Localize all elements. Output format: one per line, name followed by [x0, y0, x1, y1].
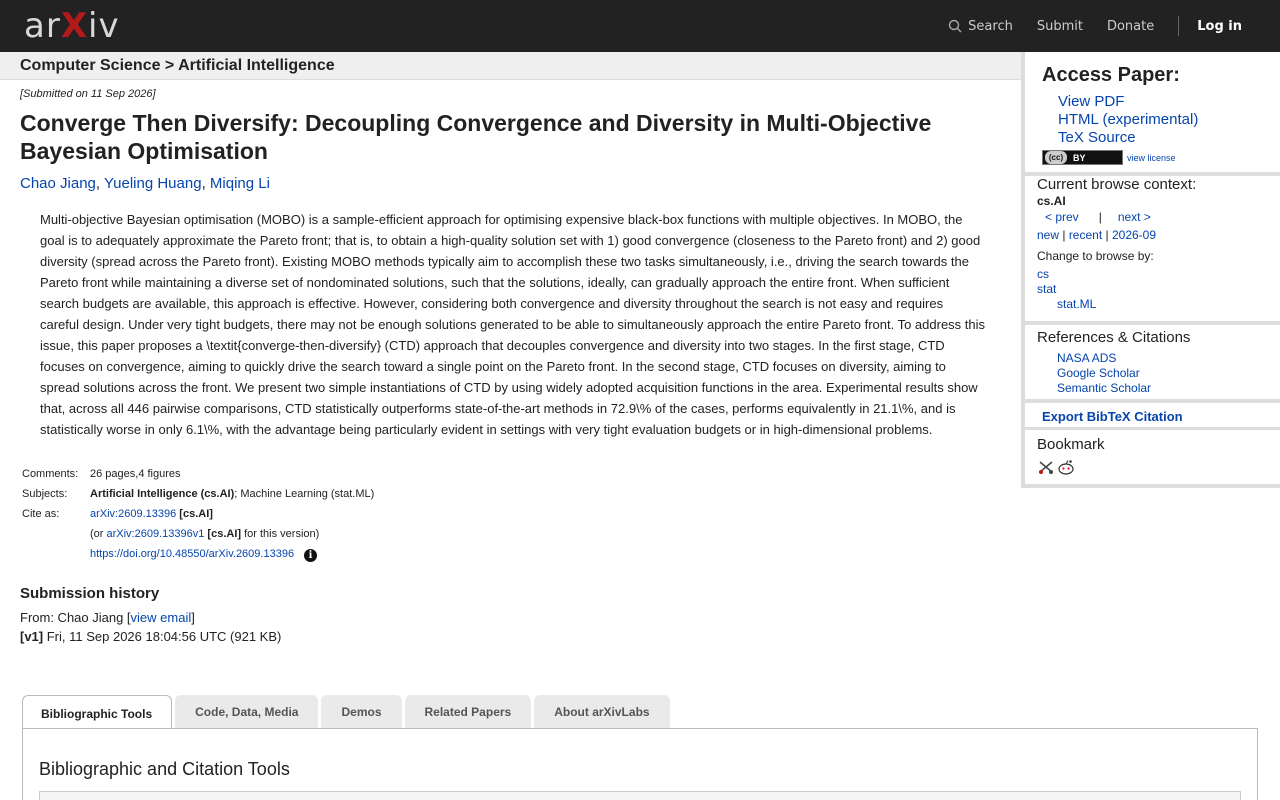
tab-panel [22, 728, 1258, 800]
semantic-scholar-link[interactable]: Semantic Scholar [1057, 381, 1152, 395]
browse-cs-link[interactable]: cs [1037, 267, 1049, 281]
tab-bibliographic-tools[interactable]: Bibliographic Tools [22, 695, 172, 729]
top-header [0, 0, 1280, 52]
view-license-link[interactable]: view license [1127, 153, 1176, 163]
change-browse-label: Change to browse by: [1037, 249, 1154, 263]
html-link[interactable]: HTML (experimental) [1058, 111, 1199, 128]
submit-link[interactable]: Submit [1036, 18, 1083, 34]
author-list: Chao Jiang, Yueling Huang, Miqing Li [20, 175, 270, 192]
paper-title: Converge Then Diversify: Decoupling Convergence and Diversity in Multi-Objective Bayesian Optimisation [20, 110, 932, 164]
google-scholar-link[interactable]: Google Scholar [1057, 366, 1140, 380]
cite-label: Cite as: [22, 508, 60, 520]
recent-link[interactable]: recent [1068, 228, 1103, 242]
browse-context-value: cs.AI [1037, 194, 1066, 208]
access-paper-title: Access Paper: [1042, 64, 1180, 86]
metadata-table [20, 464, 376, 565]
author-link[interactable]: Chao Jiang [20, 175, 96, 192]
tab-related-papers[interactable]: Related Papers [405, 695, 532, 728]
references-title: References & Citations [1037, 329, 1191, 346]
separator: | [1102, 228, 1112, 242]
export-box [1025, 403, 1280, 427]
login-link[interactable]: Log in [1197, 18, 1242, 34]
nav-separator: | [1098, 210, 1102, 224]
search-icon [948, 19, 962, 33]
main-content [20, 80, 1000, 644]
tex-source-link[interactable]: TeX Source [1058, 129, 1136, 146]
cite-version-suffix: for this version) [241, 528, 320, 540]
comments-value: 26 pages,4 figures [90, 468, 181, 480]
prev-link[interactable]: < prev [1045, 210, 1079, 224]
comments-label: Comments: [22, 468, 79, 480]
tab-panel-title: Bibliographic and Citation Tools [39, 759, 290, 779]
subjects-label: Subjects: [22, 488, 68, 500]
bookmark-box [1025, 430, 1280, 484]
next-link[interactable]: next > [1117, 210, 1151, 224]
reddit-icon[interactable] [1057, 459, 1075, 475]
tab-demos[interactable]: Demos [321, 695, 401, 728]
tab-panel-content [39, 791, 1241, 800]
browse-categories [1037, 267, 1096, 312]
browse-stat-ml-link[interactable]: stat.ML [1057, 297, 1097, 311]
new-link[interactable]: new [1037, 228, 1060, 242]
cite-value [88, 504, 376, 565]
table-row [20, 504, 376, 565]
bookmark-title: Bookmark [1037, 436, 1105, 453]
submission-from [20, 610, 1000, 625]
arxiv-logo[interactable] [24, 6, 120, 46]
view-pdf-link[interactable]: View PDF [1058, 93, 1125, 110]
by-label: BY [1073, 152, 1086, 163]
subjects-value [88, 484, 376, 504]
bibsonomy-icon[interactable] [1037, 459, 1055, 475]
author-link[interactable]: Yueling Huang [103, 175, 202, 192]
submitted-date: [Submitted on 11 Sep 2026] [20, 88, 156, 100]
cc-by-license-badge[interactable] [1042, 150, 1123, 165]
browse-nav [1045, 210, 1151, 224]
abstract: Multi-objective Bayesian optimisation (MOBO) is a sample-efficient approach for optimising expensive black-box functions with multiple objectives. In MOBO, the goal is to adequately approximate the Pareto front; that is, to obtain a high-quality solution set with 1) good convergence (closeness to the Pareto front) and 2) good diversity (spread across the Pareto front). Existing MOBO methods typically aim to accomplish these two tasks simultaneously, i.e., driving the search towards the Pareto front while maintaining a diverse set of nondominated solutions, such that the solutions, ideally, can gradually approach the entire front. When sufficient search budgets are available, this approach is effective. However, considering both convergence and diversity throughout the search is not easy and requires careful design. Under very tight budgets, there may not be enough solutions generated to be able to simultaneously approach the entire Pareto front. To address this issue, this paper proposes a \textit{converge-then-diversify} (CTD) approach that decouples convergence and diversity into two stages. In the first stage, CTD focuses on convergence, aiming to quickly drive the search toward a single point on the Pareto front. In the second stage, CTD focuses on diversity, aiming to spread solutions across the front. We present two simple instantiations of CTD by using widely adopted acquisition functions in the area. Experimental results show that, across all 446 pairwise comparisons, CTD statistically outperforms state-of-the-art methods in 72.9\% of the cases, performs equivalently in 21.1\%, and is statistically worse in only 6.1\%, with the advantage being particularly evident in settings with very tight evaluation budgets or in high-dimensional problems. [40, 212, 986, 437]
browse-stat-link[interactable]: stat [1037, 282, 1057, 296]
other-subjects: ; Machine Learning (stat.ML) [234, 488, 375, 500]
from-suffix: ] [191, 610, 195, 625]
tab-about-arxivlabs[interactable]: About arXivLabs [534, 695, 669, 728]
browse-context-title: Current browse context: [1037, 176, 1197, 193]
doi-link[interactable]: https://doi.org/10.48550/arXiv.2609.13396 [90, 548, 295, 560]
bookmark-icons [1037, 459, 1077, 475]
version-entry [20, 629, 1000, 644]
access-links [1058, 93, 1198, 147]
search-button[interactable] [948, 19, 1013, 34]
submission-history-title: Submission history [20, 585, 160, 602]
view-email-link[interactable]: view email [130, 610, 192, 625]
primary-subject: Artificial Intelligence (cs.AI) [90, 488, 235, 500]
table-row [20, 464, 376, 484]
from-text: From: Chao Jiang [ [20, 610, 131, 625]
arxiv-logo-text: arXiv [24, 6, 120, 46]
info-icon[interactable]: i [304, 549, 317, 562]
tab-code-data-media[interactable]: Code, Data, Media [175, 695, 318, 728]
cite-id-link[interactable]: arXiv:2609.13396 [90, 508, 177, 520]
references-links [1057, 351, 1151, 396]
breadcrumb-text: Computer Science > Artificial Intelligence [20, 56, 335, 74]
cite-version-link[interactable]: arXiv:2609.13396v1 [106, 528, 205, 540]
cite-version-category: [cs.AI] [207, 528, 242, 540]
browse-context-box [1025, 176, 1280, 321]
cite-category: [cs.AI] [179, 508, 213, 520]
cc-icon: (cc) [1045, 151, 1067, 164]
sidebar [1021, 52, 1280, 488]
separator: | [1059, 228, 1069, 242]
access-paper-box [1025, 52, 1280, 172]
export-bibtex-link[interactable]: Export BibTeX Citation [1042, 409, 1183, 424]
month-link[interactable]: 2026-09 [1111, 228, 1157, 242]
tools-tabs [22, 695, 673, 729]
author-link[interactable]: Miqing Li [209, 175, 270, 192]
references-box [1025, 325, 1280, 399]
cite-or-text: (or [90, 528, 107, 540]
nasa-ads-link[interactable]: NASA ADS [1057, 351, 1117, 365]
header-nav [948, 0, 1280, 52]
table-row [20, 484, 376, 504]
donate-link[interactable]: Donate [1106, 18, 1155, 34]
version-label: [v1] [20, 629, 44, 644]
version-text: Fri, 11 Sep 2026 18:04:56 UTC (921 KB) [43, 629, 282, 644]
breadcrumb [0, 52, 1021, 80]
nav-divider [1178, 16, 1179, 36]
browse-recent [1037, 228, 1156, 242]
search-label: Search [968, 18, 1013, 34]
